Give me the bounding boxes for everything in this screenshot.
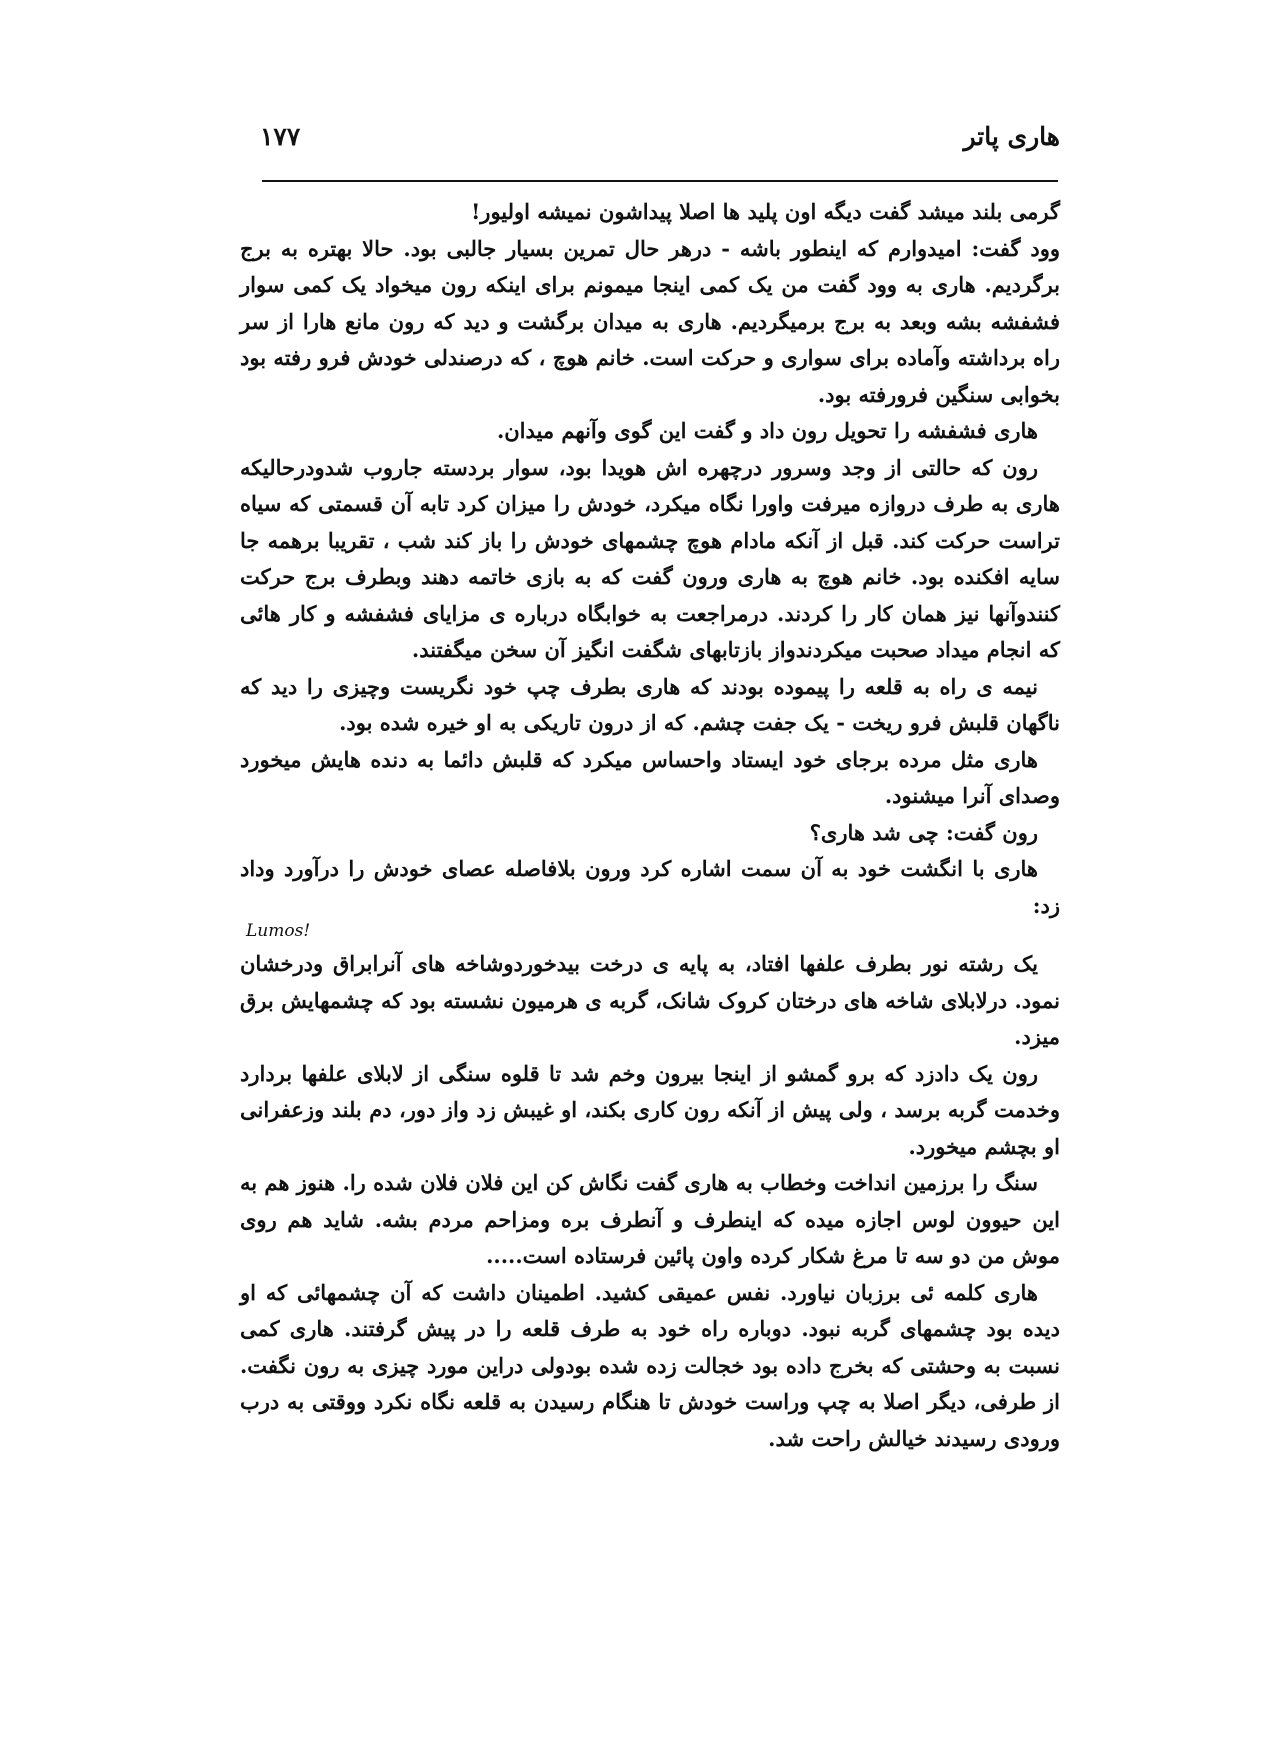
paragraph: نیمه ی راه به قلعه را پیموده بودند که هاری بطرف چپ خود نگریست وچیزی را دید که ناگهان قلبش فرو ریخت - یک جفت چشم. که از درون تاریکی به او خیره شده بود. <box>240 673 1060 735</box>
paragraph: گرمی بلند میشد گفت دیگه اون پلید ها اصلا پیداشون نمیشه اولیور! <box>471 199 1060 224</box>
paragraph: رون که حالتی از وجد وسرور درچهره اش هویدا بود، سوار بردسته جاروب شدودرحالیکه هاری به طرف دروازه میرفت واورا نگاه میکرد، خودش را میزان کرد تابه آن قسمتی که سیاه تراست حرکت کند. قبل از آنکه مادام هوچ چشمهای خودش را باز کند شب ، تقریبا برهمه جا سایه افکنده بود. خانم هوچ به هاری ورون گفت که به بازی خاتمه دهند وبطرف برج حرکت کنندوآنها نیز همان کار را کردند. درمراجعت به خوابگاه درباره ی مزایای فشفشه و کار هائی که انجام میداد صحبت میکردندواز بازتابهای شگفت انگیز آن سخن میگفتند. <box>240 454 1060 662</box>
paragraph: رون گفت: چی شد هاری؟ <box>809 819 1038 845</box>
running-title: هاری پاتر <box>963 122 1060 151</box>
paragraph: یک رشته نور بطرف علفها افتاد، به پایه ی درخت بیدخوردوشاخه های آنرابراق ودرخشان نمود. درلابلای شاخه های درختان کروک شانک، گربه ی هرمیون نشسته بود که چشمهایش برق میزد. <box>240 951 1060 1049</box>
page-header <box>240 122 1060 162</box>
body-text <box>240 194 1060 1457</box>
paragraph: هاری فشفشه را تحویل رون داد و گفت این گوی وآنهم میدان. <box>496 418 1038 443</box>
header-rule <box>262 180 1058 182</box>
paragraph: رون یک دادزد که برو گمشو از اینجا بیرون وخم شد تا قلوه سنگی از لابلای علفها بردارد وخدمت گربه برسد ، ولی پیش از آنکه رون کاری بکند، او غیبش زد واز دور، دم بلند وزعفرانی او بچشم میخورد. <box>240 1060 1060 1159</box>
spell-incantation: Lumos! <box>246 921 311 941</box>
paragraph: هاری کلمه ئی برزبان نیاورد. نفس عمیقی کشید. اطمینان داشت که آن چشمهائی که او دیده بود چشمهای گربه نبود. دوباره راه خود به طرف قلعه را در پیش گرفتند. هاری کمی نسبت به وحشتی که بخرج داده بود خجالت زده شده بودولی دراین مورد چیزی به رون نگفت. از طرفی، دیگر اصلا به چپ وراست خودش تا هنگام رسیدن به قلعه نگاه نکرد ووقتی به درب ورودی رسیدند خیالش راحت شد. <box>240 1279 1060 1451</box>
page-number: ۱۷۷ <box>260 122 301 151</box>
paragraph: سنگ را برزمین انداخت وخطاب به هاری گفت نگاش کن این فلان فلان شده را. هنوز هم به این حیوون لوس اجازه میده که اینطرف و آنطرف بره ومزاحم مردم بشه. شاید هم روی موش من دو سه تا مرغ شکار کرده واون پائین فرستاده است..... <box>240 1170 1060 1268</box>
paragraph: هاری با انگشت خود به آن سمت اشاره کرد ورون بلافاصله عصای خودش را درآورد وداد زد: <box>240 856 1060 918</box>
paragraph: هاری مثل مرده برجای خود ایستاد واحساس میکرد که قلبش دائما به دنده هایش میخورد وصدای آنرا میشنود. <box>240 746 1060 808</box>
paragraph: وود گفت: امیدوارم که اینطور باشه - درهر حال تمرین بسیار جالبی بود. حالا بهتره به برج برگردیم. هاری به وود گفت من یک کمی اینجا میمونم برای اینکه رون میخواد یک کمی سوار فشفشه بشه وبعد به برج برمیگردیم. هاری به میدان برگشت و دید که رون مانع هارا از سر راه برداشته وآماده برای سواری و حرکت است. خانم هوچ ، که درصندلی خودش فرو رفته بود بخوابی سنگین فرورفته بود. <box>240 235 1060 407</box>
